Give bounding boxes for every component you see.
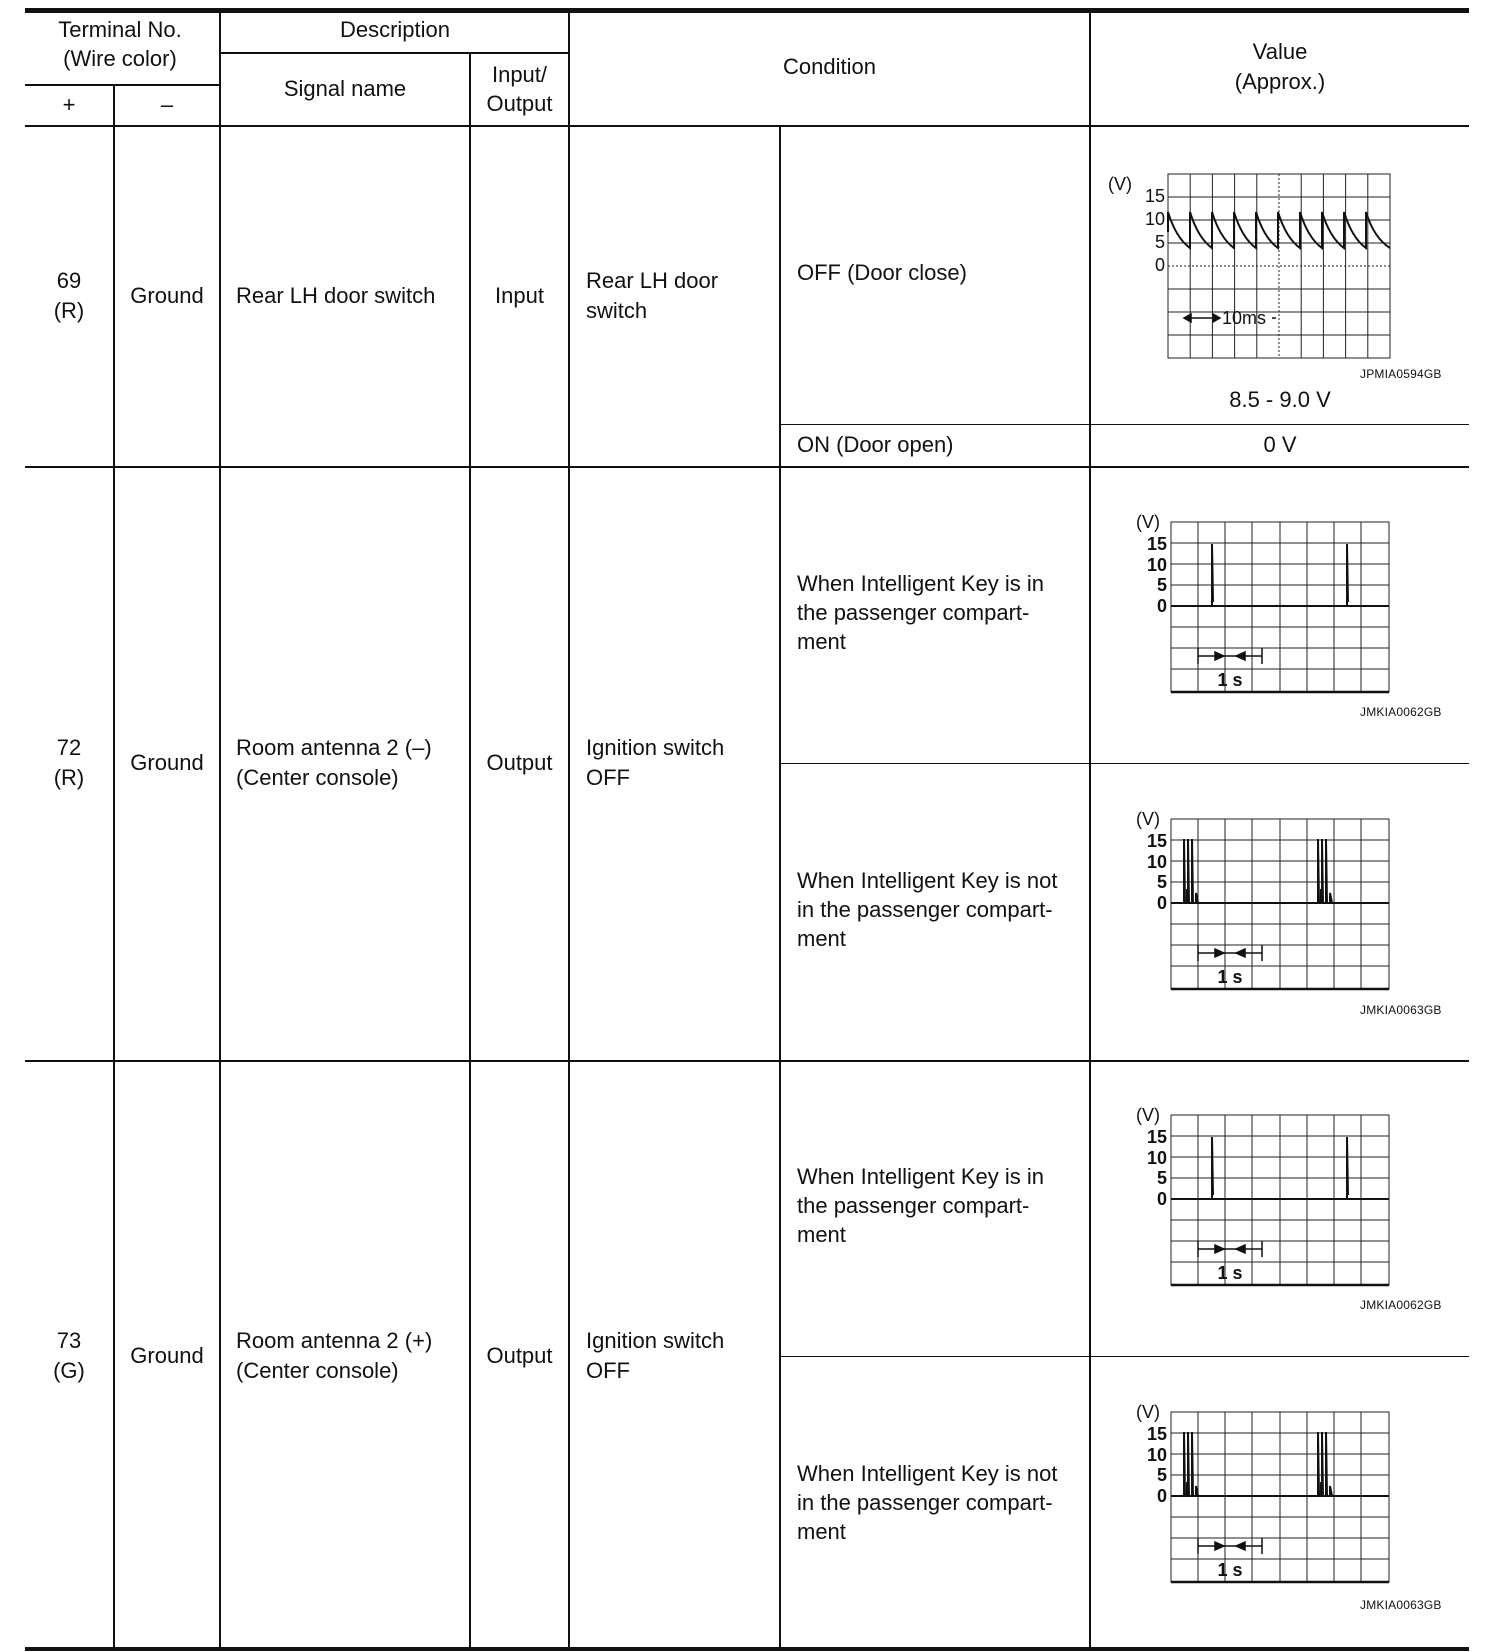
- col-rule-4: [568, 10, 570, 1649]
- waveform-key-notin-1-tick-10: 10: [1146, 852, 1167, 872]
- rule-row73-sub: [779, 1356, 1469, 1357]
- header-description: Description: [339, 17, 451, 42]
- rule-row72-sub: [779, 763, 1469, 764]
- row69-io: Input: [495, 283, 544, 308]
- header-output: Output: [486, 91, 553, 116]
- rule-row72-bottom: [25, 1060, 1469, 1062]
- row72-signal-l1: Room antenna 2 (–): [236, 735, 432, 760]
- rule-header-bottom: [25, 125, 1469, 127]
- waveform-key-in-1-tick-5: 5: [1156, 575, 1167, 595]
- header-condition: Condition: [783, 54, 876, 79]
- waveform-door-switch-tick-5: 5: [1154, 232, 1165, 252]
- row72-ground: Ground: [130, 750, 204, 775]
- header-signal-name: Signal name: [283, 76, 407, 101]
- waveform-key-notin-2-tick-0: 0: [1156, 1486, 1167, 1506]
- rule-top: [25, 8, 1469, 13]
- row69-terminal: 69: [56, 268, 82, 293]
- rule-bottom: [25, 1647, 1469, 1651]
- row73-state-notin-l1: When Intelligent Key is not: [797, 1461, 1058, 1486]
- waveform-key-in-1-time: 1 s: [1217, 670, 1243, 690]
- header-plus: +: [62, 92, 76, 117]
- row73-condition-l2: OFF: [586, 1358, 630, 1383]
- waveform-key-notin-2-vunit: (V): [1136, 1402, 1160, 1422]
- row72-signal-l2: (Center console): [236, 765, 399, 790]
- waveform-key-notin-1-tick-15: 15: [1146, 831, 1167, 851]
- waveform-door-switch-tick-10: 10: [1144, 209, 1165, 229]
- col-rule-2: [219, 10, 221, 1649]
- waveform-key-notin-2-tick-5: 5: [1156, 1465, 1167, 1485]
- row69-state-on: ON (Door open): [797, 432, 954, 457]
- waveform-key-notin-2-tick-15: 15: [1146, 1424, 1167, 1444]
- waveform-key-in-2-vunit: (V): [1136, 1105, 1160, 1125]
- waveform-key-in-1-tick-15: 15: [1146, 534, 1167, 554]
- waveform-door-switch-time: 10ms: [1222, 308, 1267, 328]
- row69-condition-l2: switch: [586, 298, 648, 323]
- waveform-key-notin-2-tick-10: 10: [1146, 1445, 1167, 1465]
- row69-color: (R): [53, 298, 85, 323]
- waveform-key-notin-1-vunit: (V): [1136, 809, 1160, 829]
- row72-state-notin-l3: ment: [797, 926, 846, 951]
- rule-row69-bottom: [25, 466, 1469, 468]
- waveform-key-notin-1: [1130, 809, 1396, 994]
- row72-color: (R): [53, 765, 85, 790]
- row69-signal: Rear LH door switch: [236, 283, 436, 308]
- waveform-key-in-2-code: JMKIA0062GB: [1360, 1298, 1442, 1312]
- rule-row69-sub: [779, 424, 1469, 425]
- header-wire-color: (Wire color): [63, 46, 177, 71]
- header-input: Input/: [491, 62, 548, 87]
- header-approx: (Approx.): [1234, 69, 1326, 94]
- row69-value-on: 0 V: [1263, 432, 1297, 457]
- waveform-key-in-2-tick-0: 0: [1156, 1189, 1167, 1209]
- row72-state-in-l1: When Intelligent Key is in: [797, 571, 1045, 596]
- col-rule-5: [779, 125, 781, 1649]
- header-minus: –: [160, 92, 174, 117]
- row73-state-in-l3: ment: [797, 1222, 846, 1247]
- waveform-key-notin-1-tick-0: 0: [1156, 893, 1167, 913]
- row73-state-in-l2: the passenger compart-: [797, 1193, 1030, 1218]
- row72-condition-l1: Ignition switch: [586, 735, 725, 760]
- waveform-key-in-2-tick-10: 10: [1146, 1148, 1167, 1168]
- header-value: Value: [1252, 39, 1308, 64]
- waveform-door-switch-tick-15: 15: [1144, 186, 1165, 206]
- row69-value-off: 8.5 - 9.0 V: [1229, 387, 1331, 412]
- row72-io: Output: [486, 750, 553, 775]
- waveform-key-in-1-tick-10: 10: [1146, 555, 1167, 575]
- row72-state-notin-l2: in the passenger compart-: [797, 897, 1053, 922]
- row73-ground: Ground: [130, 1343, 204, 1368]
- waveform-key-in-2-tick-5: 5: [1156, 1168, 1167, 1188]
- waveform-key-notin-2-time: 1 s: [1217, 1560, 1243, 1580]
- row73-terminal: 73: [56, 1328, 82, 1353]
- row72-condition-l2: OFF: [586, 765, 630, 790]
- row72-state-notin-l1: When Intelligent Key is not: [797, 868, 1058, 893]
- row73-state-notin-l2: in the passenger compart-: [797, 1490, 1053, 1515]
- row72-state-in-l3: ment: [797, 629, 846, 654]
- waveform-key-in-2: [1130, 1105, 1396, 1290]
- waveform-door-switch: [1108, 168, 1398, 358]
- waveform-key-notin-1-time: 1 s: [1217, 967, 1243, 987]
- row73-condition-l1: Ignition switch: [586, 1328, 725, 1353]
- row73-state-notin-l3: ment: [797, 1519, 846, 1544]
- col-rule-1: [113, 84, 115, 1649]
- row73-io: Output: [486, 1343, 553, 1368]
- col-rule-6: [1089, 10, 1091, 1649]
- waveform-door-switch-vunit: (V): [1108, 174, 1132, 194]
- row73-state-in-l1: When Intelligent Key is in: [797, 1164, 1045, 1189]
- row73-color: (G): [53, 1358, 85, 1383]
- row73-signal-l1: Room antenna 2 (+): [236, 1328, 433, 1353]
- waveform-key-notin-2: [1130, 1402, 1396, 1587]
- waveform-door-switch-code: JPMIA0594GB: [1360, 367, 1442, 381]
- waveform-key-in-1-vunit: (V): [1136, 512, 1160, 532]
- rule-terminal: [25, 84, 220, 86]
- waveform-key-notin-1-code: JMKIA0063GB: [1360, 1003, 1442, 1017]
- row72-terminal: 72: [56, 735, 82, 760]
- waveform-door-switch-tick-0: 0: [1154, 255, 1165, 275]
- waveform-key-in-2-time: 1 s: [1217, 1263, 1243, 1283]
- waveform-key-in-1-tick-0: 0: [1156, 596, 1167, 616]
- row69-condition-l1: Rear LH door: [586, 268, 719, 293]
- rule-desc: [219, 52, 569, 54]
- row72-state-in-l2: the passenger compart-: [797, 600, 1030, 625]
- waveform-key-notin-1-tick-5: 5: [1156, 872, 1167, 892]
- waveform-key-in-2-tick-15: 15: [1146, 1127, 1167, 1147]
- header-terminal-no: Terminal No.: [58, 17, 182, 42]
- waveform-key-in-1-code: JMKIA0062GB: [1360, 705, 1442, 719]
- waveform-key-in-1: [1130, 512, 1396, 697]
- row69-ground: Ground: [130, 283, 204, 308]
- row69-state-off: OFF (Door close): [797, 260, 967, 285]
- row73-signal-l2: (Center console): [236, 1358, 399, 1383]
- waveform-key-notin-2-code: JMKIA0063GB: [1360, 1598, 1442, 1612]
